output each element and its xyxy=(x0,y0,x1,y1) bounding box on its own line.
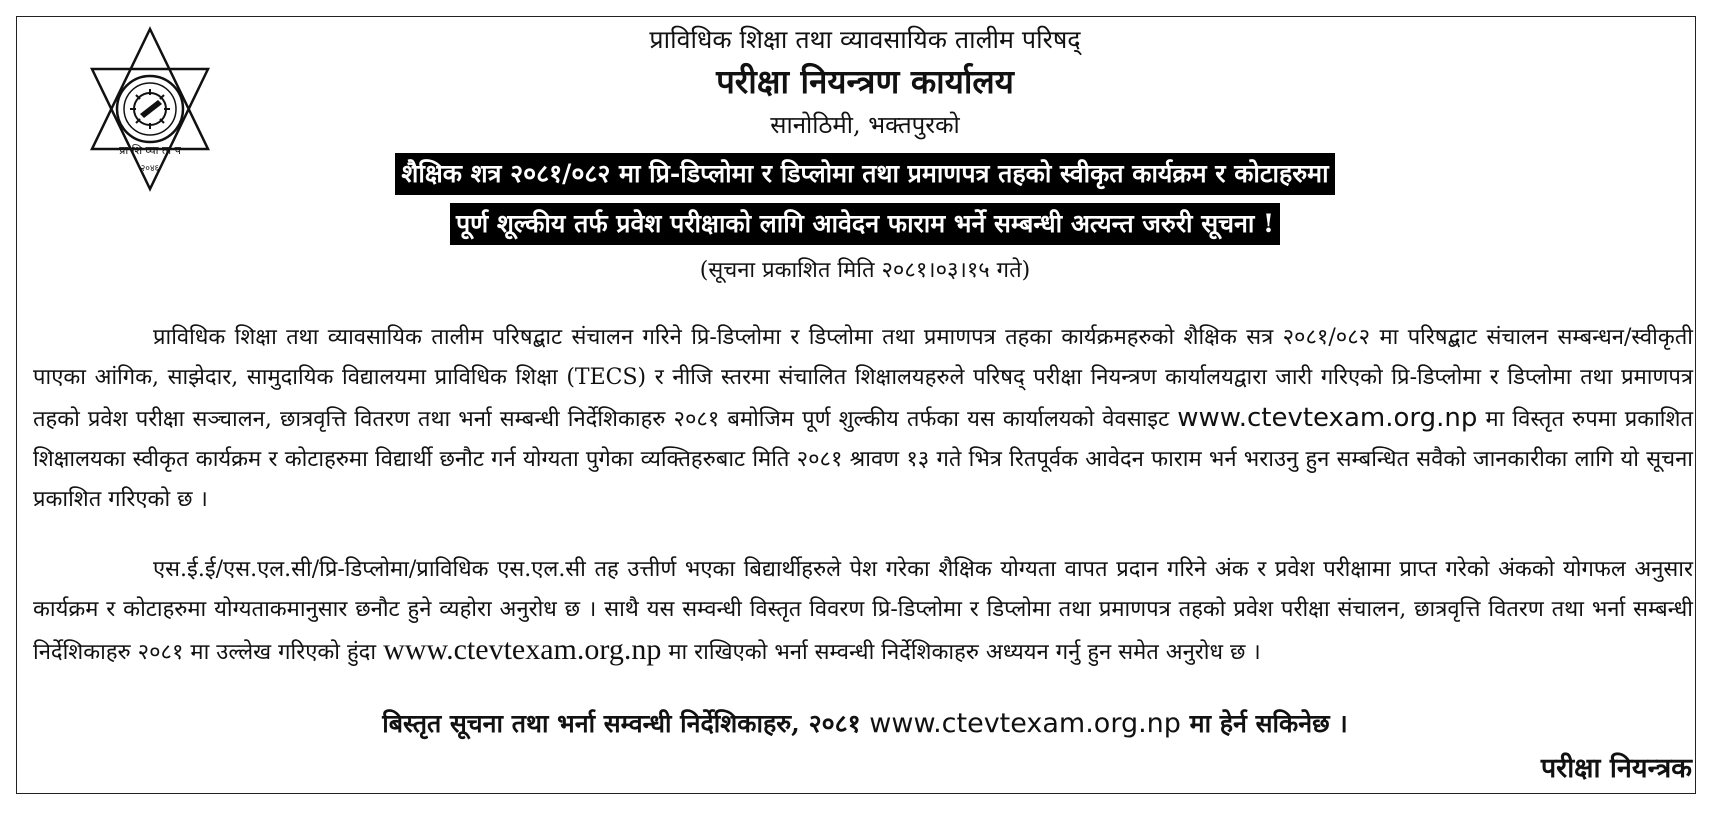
notice-title-line-2-wrap xyxy=(0,203,1730,245)
paragraph-2-text-a: एस.ई.ई/एस.एल.सी/प्रि-डिप्लोमा/प्राविधिक एस.एल.सी तह उत्तीर्ण भएका बिद्यार्थीहरुले पेश गरेका शैक्षिक योग्यता वापत प्रदान गरिने अंक र प्रवेश परीक्षामा प्राप्त गरेको अंकको योगफल अनुसार कार्यक्रम र कोटाहरुमा योग्यताकमानुसार छनौट हुने व्यहोरा अनुरोध छ । साथै यस सम्वन्धी विस्तृत विवरण प्रि-डिप्लोमा र डिप्लोमा तथा प्रमाणपत्र तहको प्रवेश परीक्षा संचालन, छात्रवृत्ति वितरण तथा भर्ना सम्बन्धी निर्देशिकाहरु २०८१ मा उल्लेख गरिएको हुंदा xyxy=(33,557,1693,665)
paragraph-1 xyxy=(33,318,1693,520)
website-link[interactable]: www.ctevtexam.org.np xyxy=(1177,403,1478,433)
paragraph-2 xyxy=(33,550,1693,673)
office-location: सानोठिमी, भक्तपुरको xyxy=(770,111,960,139)
paragraph-1-text-b: मा विस्तृत रुपमा प्रकाशित शिक्षालयका स्वीकृत कार्यक्रम र कोटाहरुमा विद्यार्थी छनौट गर्न योग्यता पुगेका व्यक्तिहरुबाट मिति २०८१ श्रावण १३ गते भित्र रितपूर्वक आवेदन फाराम भर्न भराउनु हुन सम्बन्धित सवैको जानकारीका लागि यो सूचना प्रकाशित गरिएको छ । xyxy=(33,407,1694,512)
org-name: प्राविधिक शिक्षा तथा व्यावसायिक तालीम परिषद् xyxy=(649,25,1081,54)
office-name: परीक्षा नियन्त्रण कार्यालय xyxy=(716,62,1014,101)
website-link[interactable]: www.ctevtexam.org.np xyxy=(383,633,662,666)
notice-title-line-2: पूर्ण शूल्कीय तर्फ प्रवेश परीक्षाको लागि आवेदन फाराम भर्ने सम्बन्धी अत्यन्त जरुरी सूचना ! xyxy=(450,203,1280,245)
notice-title-line-1: शैक्षिक शत्र २०८१/०८२ मा प्रि-डिप्लोमा र डिप्लोमा तथा प्रमाणपत्र तहको स्वीकृत कार्यक्रम र कोटाहरुमा xyxy=(395,153,1334,195)
signature: परीक्षा नियन्त्रक xyxy=(1540,753,1692,784)
closing-text-b: मा हेर्न सकिनेछ । xyxy=(1189,709,1348,738)
notice-title-line-1-wrap xyxy=(0,153,1730,195)
svg-text:प्रा शि व्या ता प: प्रा शि व्या ता प xyxy=(119,144,181,157)
website-link[interactable]: www.ctevtexam.org.np xyxy=(869,708,1181,739)
paragraph-1-text-a: प्राविधिक शिक्षा तथा व्यावसायिक तालीम परिषद्बाट संचालन गरिने प्रि-डिप्लोमा र डिप्लोमा तथा प्रमाणपत्र तहका कार्यक्रमहरुको शैक्षिक सत्र २०८१/०८२ मा परिषद्बाट संचालन सम्बन्धन/स्वीकृती पाएका आंगिक, साझेदार, सामुदायिक विद्यालयमा प्राविधिक शिक्षा (TECS) र नीजि स्तरमा संचालित शिक्षालयहरुले परिषद् परीक्षा नियन्त्रण कार्यालयद्वारा जारी गरिएको प्रि-डिप्लोमा र डिप्लोमा तथा प्रमाणपत्र तहको प्रवेश परीक्षा सञ्चालन, छात्रवृत्ति वितरण तथा भर्ना सम्बन्धी निर्देशिकाहरु २०८१ बमोजिम पूर्ण शुल्कीय तर्फका यस कार्यालयको वेवसाइट xyxy=(33,325,1693,432)
closing-line xyxy=(0,706,1730,740)
svg-text:२०४६: २०४६ xyxy=(140,164,160,174)
closing-text-a: बिस्तृत सूचना तथा भर्ना सम्वन्धी निर्देशिकाहरु, २०८१ xyxy=(382,709,861,738)
published-date: (सूचना प्रकाशित मिति २०८१।०३।१५ गते) xyxy=(699,258,1031,283)
paragraph-2-text-b: मा राखिएको भर्ना सम्वन्धी निर्देशिकाहरु अध्ययन गर्नु हुन समेत अनुरोध छ । xyxy=(668,640,1261,665)
